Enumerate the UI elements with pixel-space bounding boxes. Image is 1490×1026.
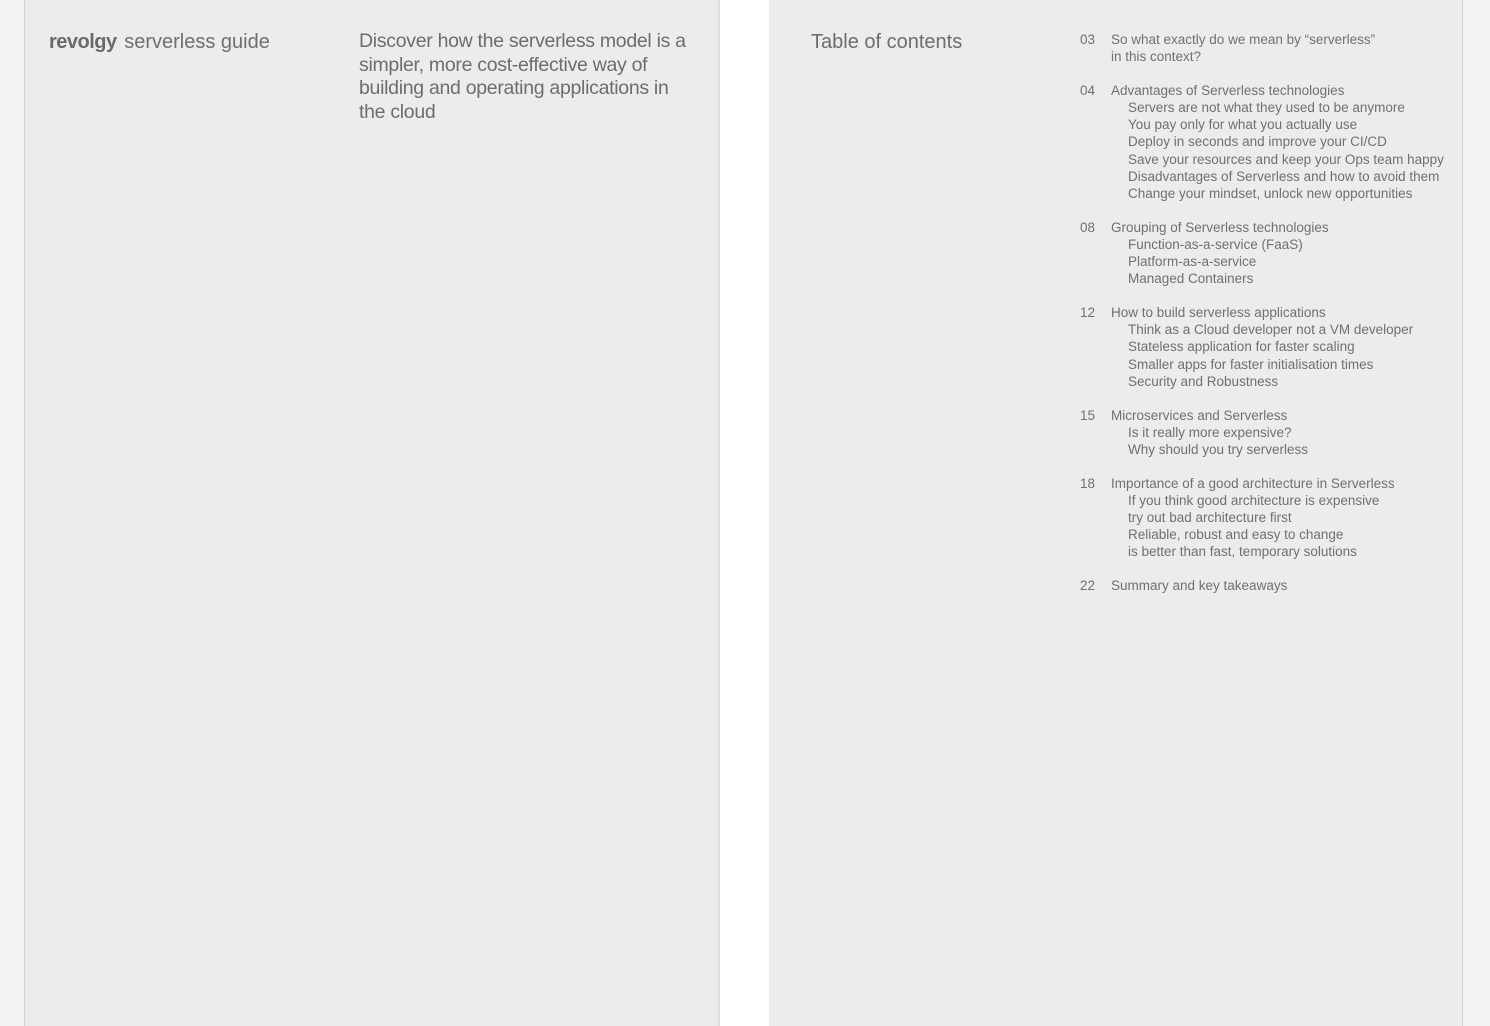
- toc-subentry: Why should you try serverless: [1128, 441, 1309, 457]
- toc-page-number: 04: [1080, 83, 1096, 99]
- toc-entry[interactable]: [1080, 31, 1480, 65]
- toc-subentry: Security and Robustness: [1128, 373, 1279, 389]
- toc-page-number: 22: [1080, 578, 1096, 594]
- toc-subentry: Stateless application for faster scaling: [1128, 339, 1355, 355]
- toc-entry[interactable]: [1080, 407, 1480, 458]
- toc-subentry: is better than fast, temporary solutions: [1128, 544, 1357, 560]
- toc-entry-body: [1111, 82, 1480, 202]
- toc-page-number: 08: [1080, 219, 1096, 235]
- toc-subentry: Managed Containers: [1128, 271, 1254, 287]
- toc-subentry: Platform-as-a-service: [1128, 254, 1257, 270]
- toc-page-number: 18: [1080, 475, 1096, 491]
- toc-entry[interactable]: [1080, 577, 1480, 594]
- toc-page-number: 12: [1080, 305, 1096, 321]
- toc-entry-title: Microservices and Serverless: [1111, 407, 1288, 423]
- toc-subentry: Disadvantages of Serverless and how to avoid them: [1128, 168, 1440, 184]
- toc-subentry: Think as a Cloud developer not a VM developer: [1128, 322, 1414, 338]
- toc-entry[interactable]: [1080, 219, 1480, 287]
- toc-page-number: 15: [1080, 407, 1096, 423]
- toc-entry-body: [1111, 475, 1480, 560]
- toc-subentry: Change your mindset, unlock new opportunities: [1128, 185, 1413, 201]
- toc-subentry: try out bad architecture first: [1128, 510, 1292, 526]
- left-page: [0, 0, 720, 1026]
- toc-subentry: You pay only for what you actually use: [1128, 117, 1358, 133]
- toc-subentry: If you think good architecture is expensive: [1128, 493, 1380, 509]
- toc-entry-title: in this context?: [1111, 49, 1202, 65]
- toc-entry[interactable]: [1080, 304, 1480, 389]
- toc-subentry: Reliable, robust and easy to change: [1128, 527, 1344, 543]
- toc-subentry: Servers are not what they used to be anymore: [1128, 100, 1405, 116]
- right-page: [769, 0, 1490, 1026]
- toc-entry-title: Summary and key takeaways: [1111, 578, 1288, 594]
- brand: [49, 30, 270, 54]
- intro-text: Discover how the serverless model is a simpler, more cost-effective way of building and operating applications in the cloud: [359, 30, 686, 123]
- toc-entry-title: So what exactly do we mean by “serverless”: [1111, 32, 1376, 47]
- toc-entry-title: Grouping of Serverless technologies: [1111, 219, 1329, 235]
- toc-subentry: Deploy in seconds and improve your CI/CD: [1128, 134, 1387, 150]
- toc-entry-body: [1111, 407, 1480, 458]
- toc-entry-body: [1111, 304, 1480, 389]
- toc-entry-title: Importance of a good architecture in Serverless: [1111, 475, 1395, 491]
- toc-entry-body: [1111, 31, 1480, 65]
- toc-page-number: 03: [1080, 32, 1096, 47]
- toc-subentry: Save your resources and keep your Ops team happy: [1128, 151, 1444, 167]
- toc-subentry: Is it really more expensive?: [1128, 424, 1292, 440]
- toc-entry-body: [1111, 219, 1480, 287]
- brand-logo: revolgy: [49, 31, 117, 53]
- toc-subentry: Smaller apps for faster initialisation times: [1128, 356, 1374, 372]
- brand-title: serverless guide: [124, 31, 270, 53]
- toc-heading: Table of contents: [811, 31, 963, 53]
- toc-entry[interactable]: [1080, 475, 1480, 560]
- toc-entry-title: Advantages of Serverless technologies: [1111, 83, 1345, 99]
- table-of-contents: [1080, 31, 1480, 612]
- toc-subentry: Function-as-a-service (FaaS): [1128, 236, 1303, 252]
- toc-entry[interactable]: [1080, 82, 1480, 202]
- toc-entry-body: [1111, 577, 1480, 594]
- toc-entry-title: How to build serverless applications: [1111, 305, 1326, 321]
